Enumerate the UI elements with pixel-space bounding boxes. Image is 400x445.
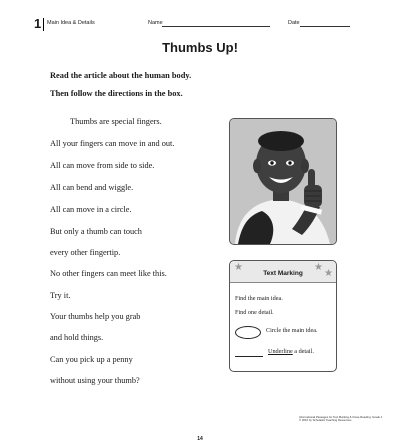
underline-word: Underline (268, 348, 293, 355)
article-line: All can bend and wiggle. (50, 183, 134, 192)
footer-credits (299, 416, 389, 423)
header-divider (43, 18, 44, 31)
article-line: without using your thumb? (50, 376, 140, 385)
circle-symbol-icon (235, 326, 261, 339)
page-title: Thumbs Up! (162, 40, 238, 55)
circle-instruction: Circle the main idea. (266, 327, 318, 334)
underline-instruction (268, 349, 314, 355)
date-label: Date (288, 20, 300, 26)
text-marking-title: Text Marking (263, 270, 303, 277)
lesson-title: Main Idea & Details (47, 20, 95, 26)
article-line: All can move in a circle. (50, 205, 132, 214)
star-icon: ★ (234, 262, 243, 273)
article-line: Can you pick up a penny (50, 355, 133, 364)
article-line: No other fingers can meet like this. (50, 269, 167, 278)
text-marking-line: Find the main idea. (235, 295, 283, 302)
date-line (300, 26, 350, 27)
article-line: Thumbs are special fingers. (70, 117, 162, 126)
footer-line: © 2016 by Scholastic Teaching Resources (299, 418, 352, 423)
text-marking-line: Find one detail. (235, 309, 274, 316)
article-line: All your fingers can move in and out. (50, 139, 175, 148)
page-number: 14 (197, 436, 203, 442)
underline-rest: a detail. (292, 348, 314, 355)
article-line: and hold things. (50, 333, 104, 342)
instruction-line: Then follow the directions in the box. (50, 89, 183, 98)
article-line: Try it. (50, 291, 71, 300)
star-icon: ★ (324, 268, 333, 279)
instruction-line: Read the article about the human body. (50, 71, 192, 80)
article-line: every other fingertip. (50, 248, 121, 257)
lesson-number: 1 (34, 16, 42, 31)
article-line: All can move from side to side. (50, 161, 155, 170)
star-icon: ★ (314, 262, 323, 273)
name-line (162, 26, 270, 27)
article-line: Your thumbs help you grab (50, 312, 141, 321)
article-line: But only a thumb can touch (50, 227, 142, 236)
underline-symbol-icon (235, 356, 263, 357)
footer-line: Informational Passages for Text Marking & Close Reading: Grade 1 (299, 415, 383, 419)
name-label: Name (148, 20, 163, 26)
boy-thumbs-up-photo (229, 118, 337, 245)
